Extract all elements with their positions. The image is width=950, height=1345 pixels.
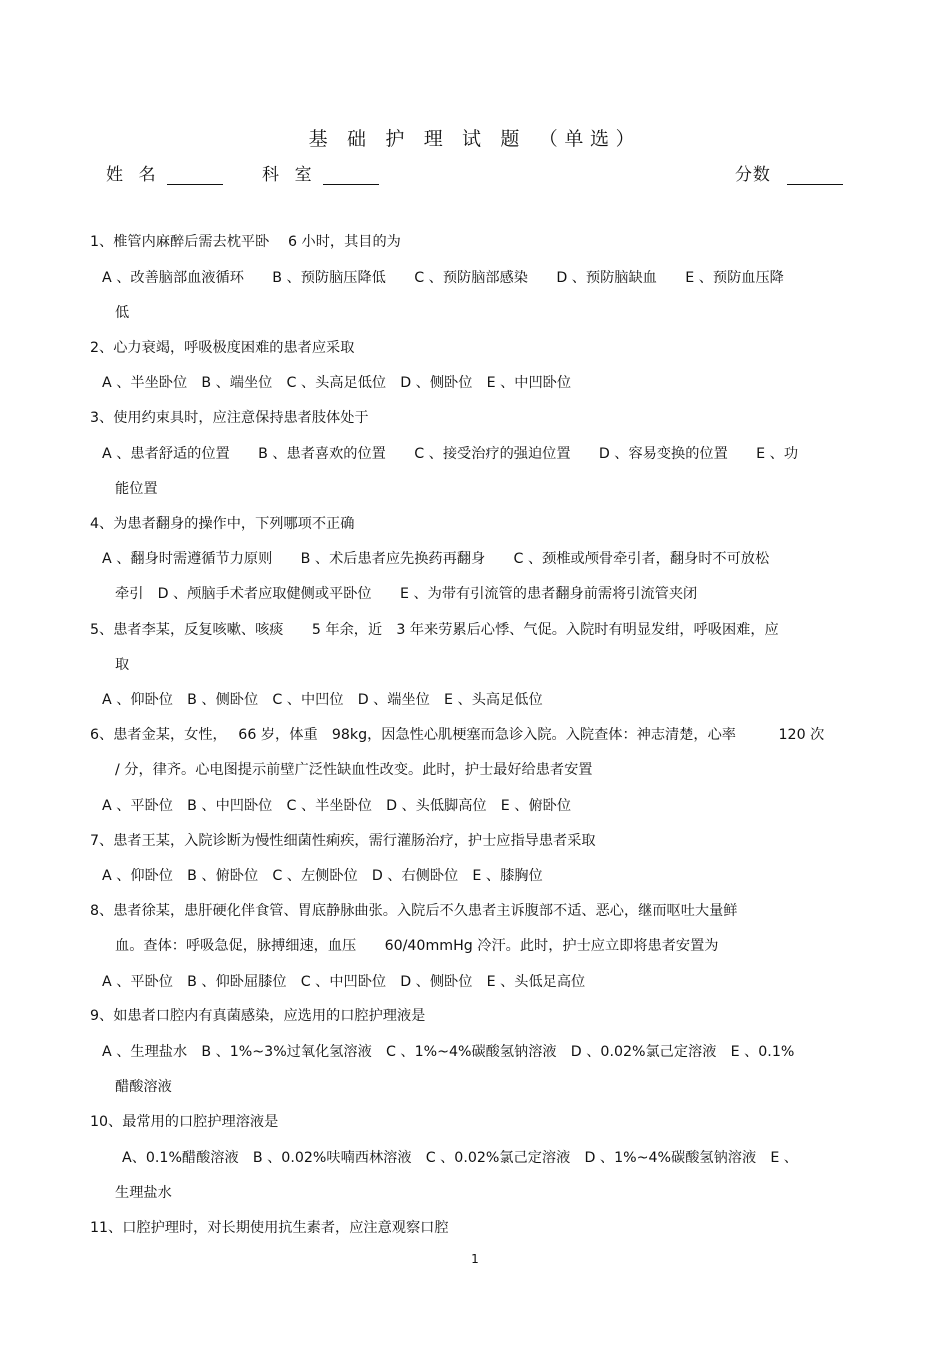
department-blank[interactable] [323, 166, 379, 185]
question-6: 6、患者金某，女性， 66 岁，体重 98kg，因急性心肌梗塞而急诊入院。入院查体：神志清楚，心率 120 次 [90, 727, 825, 743]
options-1-cont: 低 [115, 305, 130, 321]
question-6-cont: / 分，律齐。心电图提示前壁广泛性缺血性改变。此时，护士最好给患者安置 [115, 762, 593, 778]
name-field [106, 160, 223, 185]
question-2: 2、心力衰竭，呼吸极度困难的患者应采取 [90, 340, 355, 356]
score-field [735, 160, 843, 185]
page-number: 1 [471, 1252, 479, 1266]
name-label: 姓 名 [106, 165, 161, 185]
options-10-cont: 生理盐水 [115, 1185, 172, 1201]
options-4: A 、翻身时需遵循节力原则 B 、术后患者应先换药再翻身 C 、颈椎或颅骨牵引者，翻身时不可放松 [102, 551, 770, 567]
question-9: 9、如患者口腔内有真菌感染，应选用的口腔护理液是 [90, 1008, 426, 1024]
options-1: A 、改善脑部血液循环 B 、预防脑压降低 C 、预防脑部感染 D 、预防脑缺血 E 、预防血压降 [102, 270, 784, 286]
department-field [262, 160, 379, 185]
options-4-cont: 牵引 D 、颅脑手术者应取健侧或平卧位 E 、为带有引流管的患者翻身前需将引流管夹闭 [115, 586, 698, 602]
page-title: 基 础 护 理 试 题 （单选） [308, 128, 642, 150]
department-label: 科 室 [262, 165, 317, 185]
options-7: A 、仰卧位 B 、俯卧位 C 、左侧卧位 D 、右侧卧位 E 、膝胸位 [102, 868, 543, 884]
question-10: 10、最常用的口腔护理溶液是 [90, 1114, 279, 1130]
options-10: A、0.1%醋酸溶液 B 、0.02%呋喃西林溶液 C 、0.02%氯己定溶液 D 、1%~4%碳酸氢钠溶液 E 、 [122, 1150, 798, 1166]
options-3-cont: 能位置 [115, 481, 158, 497]
score-label: 分数 [735, 165, 771, 185]
question-7: 7、患者王某，入院诊断为慢性细菌性痢疾，需行灌肠治疗，护士应指导患者采取 [90, 833, 596, 849]
question-3: 3、使用约束具时，应注意保持患者肢体处于 [90, 410, 369, 426]
options-6: A 、平卧位 B 、中凹卧位 C 、半坐卧位 D 、头低脚高位 E 、俯卧位 [102, 798, 572, 814]
question-5: 5、患者李某，反复咳嗽、咳痰 5 年余，近 3 年来劳累后心悸、气促。入院时有明显发绀，呼吸困难，应 [90, 622, 779, 638]
question-4: 4、为患者翻身的操作中，下列哪项不正确 [90, 516, 355, 532]
options-2: A 、半坐卧位 B 、端坐位 C 、头高足低位 D 、侧卧位 E 、中凹卧位 [102, 375, 572, 391]
question-8: 8、患者徐某，患肝硬化伴食管、胃底静脉曲张。入院后不久患者主诉腹部不适、恶心，继而呕吐大量鲜 [90, 903, 738, 919]
options-9: A 、生理盐水 B 、1%~3%过氧化氢溶液 C 、1%~4%碳酸氢钠溶液 D 、0.02%氯己定溶液 E 、0.1% [102, 1044, 795, 1060]
name-blank[interactable] [167, 166, 223, 185]
question-5-cont: 取 [115, 657, 130, 673]
options-5: A 、仰卧位 B 、侧卧位 C 、中凹位 D 、端坐位 E 、头高足低位 [102, 692, 543, 708]
score-blank[interactable] [787, 166, 843, 185]
options-8: A 、平卧位 B 、仰卧屈膝位 C 、中凹卧位 D 、侧卧位 E 、头低足高位 [102, 974, 586, 990]
options-3: A 、患者舒适的位置 B 、患者喜欢的位置 C 、接受治疗的强迫位置 D 、容易变换的位置 E 、功 [102, 446, 799, 462]
options-9-cont: 醋酸溶液 [115, 1079, 172, 1095]
question-8-cont: 血。查体：呼吸急促，脉搏细速，血压 60/40mmHg 冷汗。此时，护士应立即将患者安置为 [115, 938, 719, 954]
question-1: 1、椎管内麻醉后需去枕平卧 6 小时，其目的为 [90, 234, 401, 250]
question-11: 11、口腔护理时，对长期使用抗生素者，应注意观察口腔 [90, 1220, 449, 1236]
